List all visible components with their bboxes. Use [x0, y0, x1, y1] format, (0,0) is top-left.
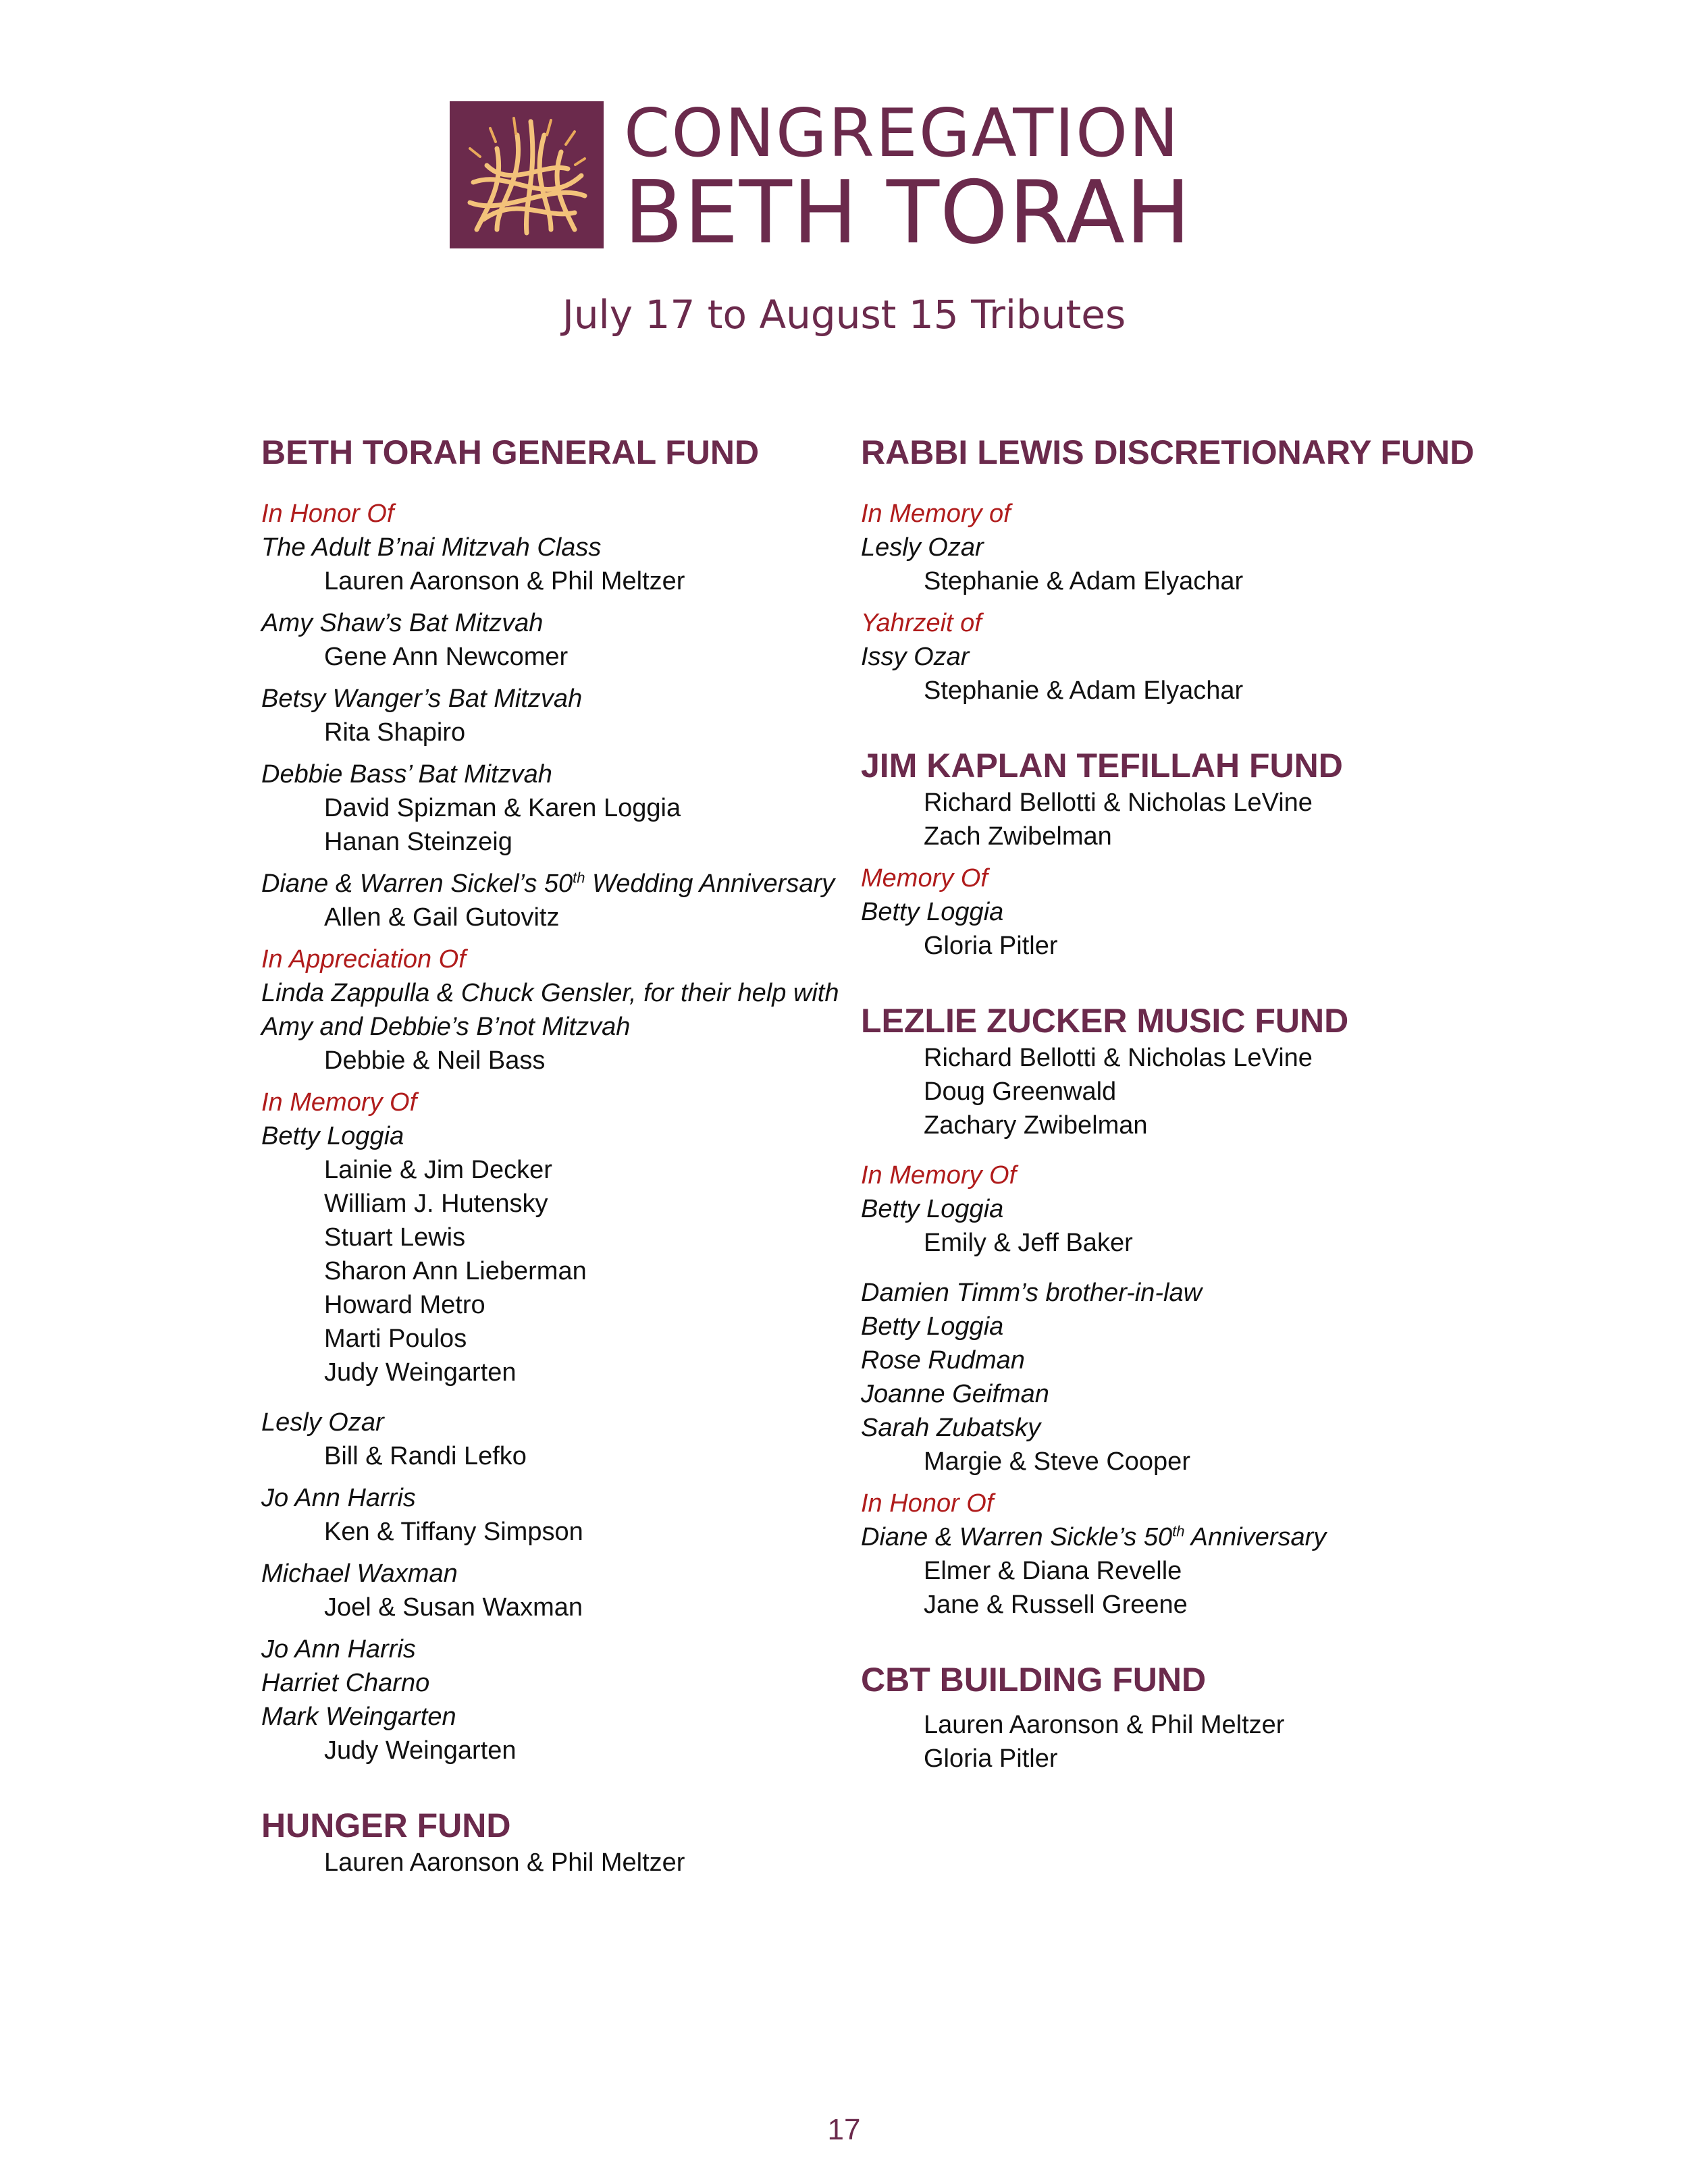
category-label: In Honor Of	[261, 500, 394, 528]
honoree: Issy Ozar	[861, 643, 970, 671]
honoree: Lesly Ozar	[261, 1408, 384, 1437]
category-label: In Memory of	[861, 500, 1011, 528]
donor: Lauren Aaronson & Phil Meltzer	[324, 1848, 685, 1877]
honoree: Betty Loggia	[861, 898, 1004, 926]
honoree: Betty Loggia	[261, 1122, 404, 1150]
honoree: Damien Timm’s brother-in-law	[861, 1279, 1203, 1307]
left-column	[261, 432, 855, 1880]
donor: William J. Hutensky	[324, 1190, 548, 1218]
donor: Lauren Aaronson & Phil Meltzer	[324, 567, 685, 595]
donor: Margie & Steve Cooper	[924, 1447, 1190, 1476]
donor: Bill & Randi Lefko	[324, 1442, 527, 1470]
honoree: Michael Waxman	[261, 1560, 458, 1588]
honoree: Debbie Bass’ Bat Mitzvah	[261, 760, 552, 789]
honoree: Linda Zappulla & Chuck Gensler, for their help with	[261, 979, 839, 1007]
honoree: Betty Loggia	[861, 1195, 1004, 1223]
donor: Zach Zwibelman	[924, 822, 1112, 851]
honoree: Amy Shaw’s Bat Mitzvah	[261, 609, 544, 637]
honoree: The Adult B’nai Mitzvah Class	[261, 533, 602, 562]
donor: Hanan Steinzeig	[324, 828, 512, 856]
category-label: Memory Of	[861, 864, 988, 893]
donor: Jane & Russell Greene	[924, 1591, 1188, 1619]
category-label: In Honor Of	[861, 1489, 994, 1518]
honoree: Diane & Warren Sickel’s 50th Wedding Anniversary	[261, 869, 835, 898]
donor: Gene Ann Newcomer	[324, 643, 569, 671]
right-column	[861, 432, 1523, 1776]
donor: Stephanie & Adam Elyachar	[924, 676, 1244, 705]
donor: Sharon Ann Lieberman	[324, 1257, 587, 1285]
donor: Gloria Pitler	[924, 1744, 1058, 1773]
burning-bush-icon	[450, 101, 604, 248]
donor: Allen & Gail Gutovitz	[324, 903, 560, 932]
category-label: In Memory Of	[861, 1161, 1017, 1190]
honoree: Lesly Ozar	[861, 533, 984, 562]
fund-title-building: CBT BUILDING FUND	[861, 1661, 1207, 1699]
honoree: Harriet Charno	[261, 1669, 430, 1697]
donor: Judy Weingarten	[324, 1736, 517, 1765]
page-number: 17	[827, 2113, 861, 2146]
honoree: Rose Rudman	[861, 1346, 1025, 1375]
logo-line-2: BETH TORAH	[624, 163, 1192, 263]
honoree: Betty Loggia	[861, 1312, 1004, 1341]
donor: Lauren Aaronson & Phil Meltzer	[924, 1711, 1285, 1739]
donor: Howard Metro	[324, 1291, 485, 1319]
donor: Stephanie & Adam Elyachar	[924, 567, 1244, 595]
donor: Debbie & Neil Bass	[324, 1046, 546, 1075]
donor: Ken & Tiffany Simpson	[324, 1518, 583, 1546]
donor: Gloria Pitler	[924, 932, 1058, 960]
page-subtitle: July 17 to August 15 Tributes	[562, 292, 1126, 338]
honoree: Joanne Geifman	[861, 1380, 1049, 1408]
donor: Joel & Susan Waxman	[324, 1593, 583, 1622]
category-label: In Appreciation Of	[261, 945, 466, 974]
donor: David Spizman & Karen Loggia	[324, 794, 681, 822]
honoree: Betsy Wanger’s Bat Mitzvah	[261, 685, 583, 713]
donor: Marti Poulos	[324, 1325, 467, 1353]
donor: Zachary Zwibelman	[924, 1111, 1148, 1140]
donor: Elmer & Diana Revelle	[924, 1557, 1182, 1585]
donor: Doug Greenwald	[924, 1077, 1117, 1106]
honoree: Jo Ann Harris	[261, 1484, 416, 1512]
donor: Stuart Lewis	[324, 1223, 466, 1252]
honoree: Diane & Warren Sickle’s 50th Anniversary	[861, 1522, 1327, 1551]
donor: Richard Bellotti & Nicholas LeVine	[924, 789, 1313, 817]
fund-title-kaplan: JIM KAPLAN TEFILLAH FUND	[861, 747, 1343, 784]
donor: Lainie & Jim Decker	[324, 1156, 552, 1184]
logo-wordmark	[624, 95, 1192, 263]
honoree: Amy and Debbie’s B’not Mitzvah	[261, 1013, 631, 1041]
logo	[450, 95, 1192, 263]
donor: Rita Shapiro	[324, 718, 466, 747]
honoree: Jo Ann Harris	[261, 1635, 416, 1663]
honoree: Sarah Zubatsky	[861, 1414, 1041, 1442]
fund-title-general: BETH TORAH GENERAL FUND	[261, 433, 760, 471]
fund-title-zucker: LEZLIE ZUCKER MUSIC FUND	[861, 1002, 1349, 1040]
category-label: In Memory Of	[261, 1088, 417, 1117]
fund-title-hunger: HUNGER FUND	[261, 1807, 511, 1844]
donor: Judy Weingarten	[324, 1358, 517, 1387]
fund-title-rabbi: RABBI LEWIS DISCRETIONARY FUND	[861, 433, 1475, 471]
donor: Emily & Jeff Baker	[924, 1229, 1133, 1257]
category-label: Yahrzeit of	[861, 609, 982, 637]
logo-line-1: CONGREGATION	[624, 95, 1180, 172]
donor: Richard Bellotti & Nicholas LeVine	[924, 1044, 1313, 1072]
honoree: Mark Weingarten	[261, 1703, 456, 1731]
